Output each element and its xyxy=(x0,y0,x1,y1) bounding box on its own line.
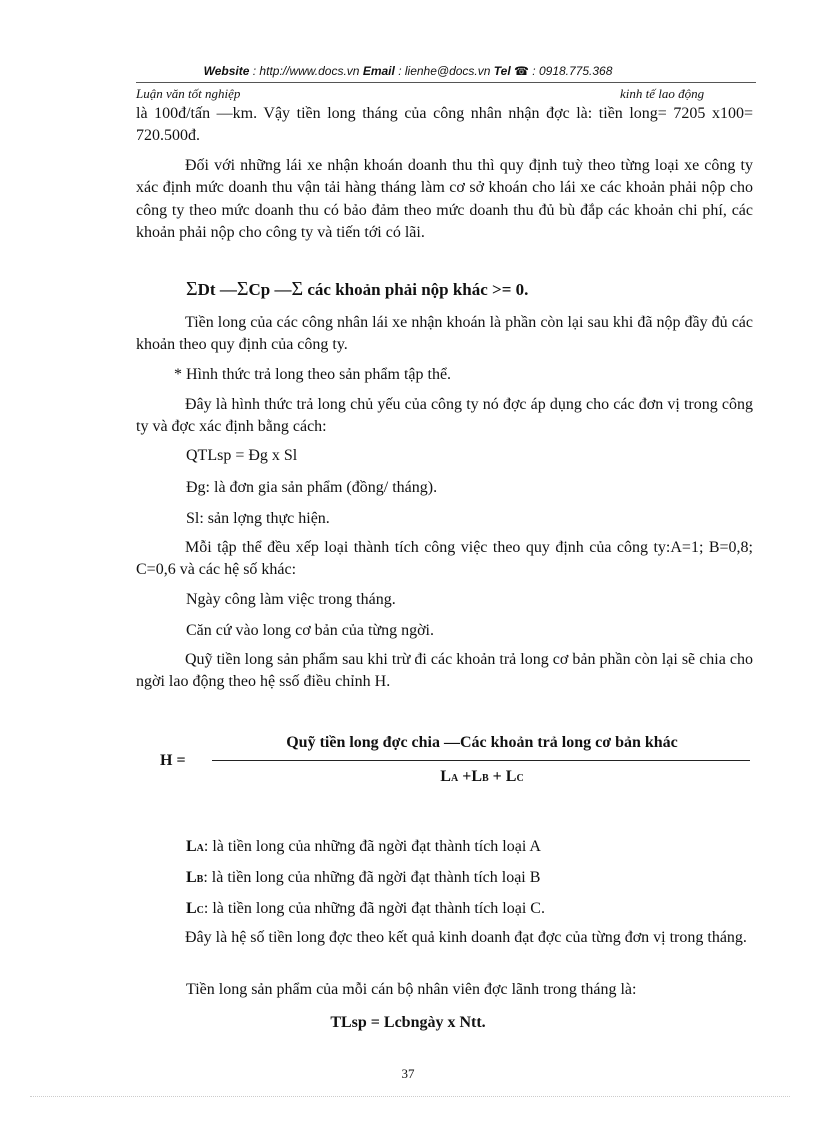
paragraph-6: Mỗi tập thể đều xếp loại thành tích công việc theo quy định của công ty:A=1; B=0,8; C=0,6 và các hệ số khác: xyxy=(136,539,753,579)
tel-value: ☎ : 0918.775.368 xyxy=(514,64,613,78)
paragraph-9: Tiền long sản phẩm của mỗi cán bộ nhân viên đợc lãnh trong tháng là: xyxy=(186,981,637,998)
paragraph-7: Quỹ tiền long sản phẩm sau khi trừ đi các khoản trả long cơ bản phần còn lại sẽ chia cho ngời lao động theo hệ ssố điều chỉnh H. xyxy=(136,651,753,691)
running-header-left: Luận văn tốt nghiệp xyxy=(136,86,241,101)
lc-label: L xyxy=(186,900,197,917)
line-sl: Sl: sản lợng thực hiện. xyxy=(186,510,330,527)
la-label: L xyxy=(186,838,197,855)
paragraph-4: * Hình thức trả long theo sản phẩm tập thể. xyxy=(174,366,452,383)
lc-text: : là tiền long của những đã ngời đạt thành tích loại C. xyxy=(203,900,545,917)
email-value: : lienhe@docs.vn xyxy=(398,64,491,78)
line-lb xyxy=(186,867,540,891)
line-la xyxy=(186,836,541,860)
lc-sub: C xyxy=(196,905,204,916)
email-label: Email xyxy=(362,64,395,78)
line-qtlsp: QTLsp = Đg x Sl xyxy=(186,447,298,464)
paragraph-1: là 100đ/tấn —km. Vậy tiền long tháng của công nhân nhận đợc là: tiền long= 7205 x100= 720.500đ. xyxy=(136,105,753,145)
den-plus-lb: +L xyxy=(458,768,482,785)
running-header-right: kinh tế lao động xyxy=(620,86,705,101)
la-sub: A xyxy=(196,843,204,854)
line-ngay-cong: Ngày công làm việc trong tháng. xyxy=(186,591,396,608)
tlsp-formula: TLsp = Lcbngày x Ntt. xyxy=(330,1014,486,1031)
sigma-symbol: Σ xyxy=(291,278,304,300)
line-lc xyxy=(186,898,545,922)
den-sub-a: A xyxy=(450,773,459,784)
formula-cp: Cp — xyxy=(248,280,292,299)
paragraph-5: Đây là hình thức trả long chủ yếu của công ty nó đợc áp dụng cho các đơn vị trong công ty và đợc xác định bằng cách: xyxy=(136,396,753,436)
lb-sub: B xyxy=(196,874,204,885)
line-dg: Đg: là đơn gia sản phẩm (đồng/ tháng). xyxy=(186,479,438,496)
lb-label: L xyxy=(186,869,197,886)
den-l: L xyxy=(440,768,451,785)
website-value: : http://www.docs.vn xyxy=(252,64,360,78)
fraction-line xyxy=(212,760,750,761)
sigma-symbol: Σ xyxy=(236,278,249,300)
footer-dotted-line xyxy=(30,1096,790,1097)
header-divider xyxy=(136,82,756,83)
paragraph-8: Đây là hệ số tiền long đợc theo kết quả kinh doanh đạt đợc của từng đơn vị trong tháng. xyxy=(185,929,747,946)
revenue-formula xyxy=(186,278,528,301)
den-plus-lc: + L xyxy=(488,768,517,785)
formula-dt: Dt — xyxy=(197,280,237,299)
h-formula-denominator xyxy=(212,768,752,786)
den-sub-b: B xyxy=(482,773,489,784)
tel-label: Tel xyxy=(493,64,511,78)
line-can-cu: Căn cứ vào long cơ bản của từng ngời. xyxy=(186,622,434,639)
h-formula-numerator: Quỹ tiền long đợc chia —Các khoản trả long cơ bản khác xyxy=(286,734,678,751)
h-formula-label: H = xyxy=(160,752,186,769)
header-contact-line xyxy=(0,64,816,78)
la-text: : là tiền long của những đã ngời đạt thành tích loại A xyxy=(203,838,541,855)
paragraph-2: Đối với những lái xe nhận khoán doanh thu thì quy định tuỳ theo từng loại xe công ty xác định mức doanh thu vận tải hàng tháng làm cơ sở khoán cho lái xe các khoản phải nộp cho công ty theo mức doanh thu có bảo đảm theo mức doanh thu đủ bù đắp các khoản chi phí, các khoản phải nộp cho công ty và tiến tới có lãi. xyxy=(136,157,753,242)
formula-rest: các khoản phải nộp khác >= 0. xyxy=(307,280,529,299)
website-label: Website xyxy=(203,64,250,78)
lb-text: : là tiền long của những đã ngời đạt thành tích loại B xyxy=(203,869,541,886)
paragraph-3: Tiền long của các công nhân lái xe nhận khoán là phần còn lại sau khi đã nộp đầy đủ các khoản theo quy định của công ty. xyxy=(136,314,753,354)
page-number: 37 xyxy=(401,1066,415,1081)
den-sub-c: C xyxy=(516,773,524,784)
sigma-symbol: Σ xyxy=(186,278,198,300)
